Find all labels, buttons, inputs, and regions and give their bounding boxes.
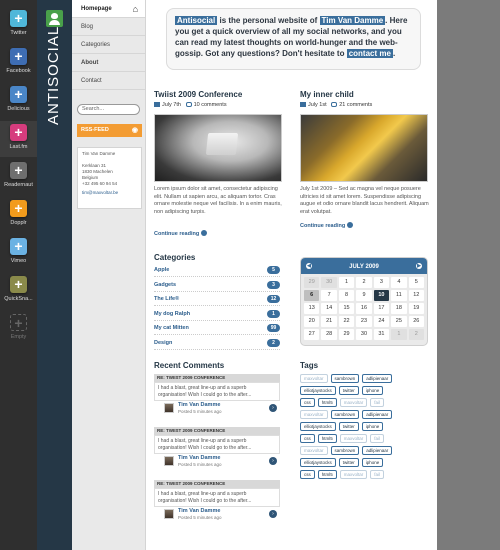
tag-link[interactable]: css <box>300 434 315 443</box>
plus-icon: + <box>10 48 27 65</box>
post-excerpt: Lorem ipsum dolor sit amet, consectetur adipiscing elit. Nullam ut sapien arcu, ac aliquam tortor. Cras ornare molestie neque vel facilisis. In a enim mauris, non adipiscing turpis. <box>154 186 282 215</box>
dock-item-facebook[interactable] <box>0 45 37 81</box>
category-item[interactable] <box>154 337 280 350</box>
comment-author-name[interactable]: Tim Van Damme <box>178 508 221 514</box>
next-month-icon[interactable]: ▶ <box>417 263 421 269</box>
vcard-street: Kerklaan 31 <box>82 163 107 168</box>
tag-link[interactable]: sambrown <box>331 410 360 419</box>
go-to-comment-icon[interactable]: › <box>269 510 277 518</box>
intro-end: . <box>392 49 396 58</box>
tag-link[interactable]: css <box>300 470 315 479</box>
calendar-day[interactable]: 17 <box>374 303 389 314</box>
plus-icon: + <box>10 10 27 27</box>
plus-icon: + <box>10 86 27 103</box>
calendar-day[interactable]: 13 <box>304 303 319 314</box>
calendar-day[interactable]: 22 <box>339 316 354 327</box>
post-comments-link[interactable]: 10 comments <box>193 102 227 108</box>
calendar-widget <box>300 257 428 346</box>
main-nav <box>72 0 146 550</box>
tag-row <box>300 458 430 470</box>
nav-item-categories[interactable]: Categories <box>72 36 145 54</box>
comment-item <box>154 374 280 415</box>
tag-link[interactable]: elliotjaystocks <box>300 386 336 395</box>
dock-item-vimeo[interactable] <box>0 235 37 271</box>
tag-link[interactable]: maxvoltar <box>340 470 368 479</box>
nav-item-blog[interactable]: Blog <box>72 18 145 36</box>
tag-link[interactable]: adlipienaar <box>362 374 392 383</box>
calendar-day[interactable]: 18 <box>391 303 406 314</box>
calendar-header <box>301 258 427 274</box>
calendar-day[interactable]: 14 <box>321 303 336 314</box>
dock-item-label: Twitter <box>10 30 27 36</box>
dock-item-label: Last.fm <box>9 144 28 150</box>
dock-item-last-fm[interactable] <box>0 121 37 157</box>
calendar-day[interactable]: 21 <box>321 316 336 327</box>
calendar-day[interactable]: 2 <box>356 277 371 288</box>
post-meta <box>300 102 372 108</box>
tag-link[interactable]: elliotjaystocks <box>300 458 336 467</box>
dock-item-readernaut[interactable] <box>0 159 37 195</box>
comment-post-link[interactable]: RE: TWIIST 2009 CONFERENCE <box>154 427 280 435</box>
tag-cloud <box>300 374 430 482</box>
calendar-day[interactable]: 23 <box>356 316 371 327</box>
calendar-day[interactable]: 1 <box>391 329 406 340</box>
nav-item-contact[interactable]: Contact <box>72 72 145 90</box>
main-content <box>146 0 437 550</box>
tag-link[interactable]: sambrown <box>331 374 360 383</box>
plus-icon: + <box>10 162 27 179</box>
tag-row <box>300 446 430 458</box>
calendar-day[interactable]: 28 <box>321 329 336 340</box>
tag-row <box>300 398 430 410</box>
calendar-icon <box>300 102 306 107</box>
category-name: The Life® <box>154 296 180 302</box>
category-item[interactable] <box>154 293 280 306</box>
dock-item-label: Vimeo <box>10 258 27 264</box>
tag-link[interactable]: fail <box>370 470 384 479</box>
calendar-day[interactable]: 26 <box>409 316 424 327</box>
avatar <box>164 456 174 466</box>
user-icon[interactable] <box>46 10 63 27</box>
page-gutter <box>437 0 500 550</box>
continue-reading-link[interactable] <box>154 230 207 237</box>
comment-author-name[interactable]: Tim Van Damme <box>178 402 221 408</box>
comment-author-row <box>154 454 280 468</box>
nav-item-label: Homepage <box>81 6 112 12</box>
category-name: Apple <box>154 267 170 273</box>
vcard-country: Belgium <box>82 175 99 180</box>
post-date: July 1st <box>308 102 327 108</box>
vcard-name: Tim Van Damme <box>82 151 116 156</box>
calendar-day[interactable]: 16 <box>356 303 371 314</box>
plus-icon: + <box>10 276 27 293</box>
comment-time: Posted 5 minutes ago <box>178 515 222 520</box>
comment-icon <box>331 102 337 107</box>
calendar-day[interactable]: 25 <box>391 316 406 327</box>
category-name: Design <box>154 339 173 346</box>
comment-item <box>154 427 280 468</box>
tag-link[interactable]: iphone <box>362 386 384 395</box>
nav-item-homepage[interactable] <box>72 0 145 18</box>
comment-author-row <box>154 401 280 415</box>
tag-link[interactable]: maxvoltar <box>300 374 328 383</box>
calendar-icon <box>154 102 160 107</box>
tag-link[interactable]: sambrown <box>331 446 360 455</box>
nav-item-about[interactable]: About <box>72 54 145 72</box>
brand-strip <box>37 0 72 550</box>
calendar-day[interactable]: 29 <box>304 277 319 288</box>
calendar-day[interactable]: 15 <box>339 303 354 314</box>
dock-item-empty[interactable] <box>0 311 37 347</box>
calendar-day[interactable]: 9 <box>356 290 371 301</box>
category-count-badge: 99 <box>267 324 280 332</box>
category-name: Gadgets <box>154 281 177 288</box>
calendar-day[interactable]: 30 <box>321 277 336 288</box>
category-count-badge: 1 <box>267 310 280 318</box>
site-logo[interactable]: ANTISOCIAL <box>45 25 62 125</box>
intro-text-1: is the personal website of <box>219 16 318 25</box>
dock-item-label: Facebook <box>6 68 31 74</box>
rss-icon: ◉ <box>131 127 138 134</box>
avatar <box>164 403 174 413</box>
contact-card <box>77 147 142 209</box>
tag-row <box>300 422 430 434</box>
avatar <box>164 509 174 519</box>
recent-comments-title: Recent Comments <box>154 361 225 370</box>
tag-link[interactable]: twitter <box>339 386 359 395</box>
post-image-laptop[interactable] <box>154 114 282 182</box>
category-item[interactable] <box>154 308 280 321</box>
calendar-grid <box>301 274 427 340</box>
tag-link[interactable]: maxvoltar <box>300 446 328 455</box>
vcard-email[interactable]: tim@maxvoltar.be <box>82 190 119 195</box>
calendar-day[interactable]: 5 <box>409 277 424 288</box>
tag-link[interactable]: adlipienaar <box>362 410 392 419</box>
rss-feed-button[interactable] <box>77 124 142 137</box>
post-date: July 7th <box>162 102 181 108</box>
category-count-badge: 5 <box>267 266 280 274</box>
calendar-day[interactable]: 20 <box>304 316 319 327</box>
comment-time: Posted 5 minutes ago <box>178 462 222 467</box>
go-to-comment-icon[interactable]: › <box>269 404 277 412</box>
continue-reading-label: Continue reading <box>154 231 200 237</box>
tag-link[interactable]: adlipienaar <box>362 446 392 455</box>
category-name: My dog Ralph <box>154 310 191 317</box>
vcard-phone: +32 495 60 94 54 <box>82 181 118 186</box>
calendar-day[interactable]: 6 <box>304 290 319 301</box>
tag-row <box>300 386 430 398</box>
comment-icon <box>186 102 192 107</box>
calendar-day[interactable]: 1 <box>339 277 354 288</box>
post-title[interactable]: My inner child <box>300 90 354 99</box>
arrow-right-icon <box>201 230 207 236</box>
tag-link[interactable]: iphone <box>362 422 384 431</box>
plus-icon: + <box>10 124 27 141</box>
dock-item-label: Empty <box>10 334 27 340</box>
calendar-day[interactable]: 12 <box>409 290 424 301</box>
dock-item-twitter[interactable] <box>0 7 37 43</box>
calendar-day[interactable]: 19 <box>409 303 424 314</box>
arrow-right-icon <box>347 222 353 228</box>
category-item[interactable] <box>154 322 280 335</box>
calendar-day[interactable]: 30 <box>356 329 371 340</box>
tag-row <box>300 410 430 422</box>
dock-item-delicious[interactable] <box>0 83 37 119</box>
post-excerpt: July 1st 2009 – Sed ac magna vel neque posuere ultricies id sit amet lorem. Suspendisse adipiscing augue et odio ornare blandit lacus hendrerit. Aliquam erat volutpat. <box>300 186 429 215</box>
comment-post-link[interactable]: RE: TWIIST 2009 CONFERENCE <box>154 374 280 382</box>
comment-excerpt: I had a blast, great line-up and a superb organisation! Wish I could go to the after... <box>154 488 280 507</box>
tag-link[interactable]: twitter <box>339 458 359 467</box>
post-comments-link[interactable]: 21 comments <box>339 102 373 108</box>
category-item[interactable] <box>154 264 280 277</box>
search-input[interactable]: Search... <box>77 104 140 115</box>
calendar-day[interactable]: 2 <box>409 329 424 340</box>
tag-row <box>300 374 430 386</box>
categories-title: Categories <box>154 253 196 262</box>
tag-link[interactable]: fail <box>370 398 384 407</box>
dock-item-label: QuickSna... <box>4 296 33 302</box>
go-to-comment-icon[interactable]: › <box>269 457 277 465</box>
intro-text-2: . Here you get a quick overview of all my social networks, and you can read my latest thoughts on world-hunger and the web-gossip. Got any questions? Don't hesitate to <box>175 16 408 58</box>
intro-site-name: Antisocial <box>177 16 216 25</box>
plus-icon: + <box>10 238 27 255</box>
post-title[interactable]: Twiist 2009 Conference <box>154 90 243 99</box>
category-count-badge: 3 <box>267 281 280 289</box>
prev-month-icon[interactable]: ◀ <box>307 263 311 269</box>
tag-link[interactable]: maxvoltar <box>340 434 368 443</box>
vcard-city: 1830 Machelen <box>82 169 113 174</box>
post-meta <box>154 102 227 108</box>
comment-author-row <box>154 507 280 521</box>
calendar-day[interactable]: 27 <box>304 329 319 340</box>
category-count-badge: 12 <box>267 295 280 303</box>
continue-reading-link[interactable] <box>300 222 353 229</box>
dock-item-label: Dopplr <box>10 220 27 226</box>
comment-excerpt: I had a blast, great line-up and a superb organisation! Wish I could go to the after... <box>154 382 280 401</box>
tag-link[interactable]: html5 <box>318 470 337 479</box>
tag-row <box>300 434 430 446</box>
intro-box <box>166 8 421 70</box>
calendar-day[interactable]: 29 <box>339 329 354 340</box>
tag-link[interactable]: html5 <box>318 434 337 443</box>
calendar-day[interactable]: 8 <box>339 290 354 301</box>
calendar-day[interactable]: 4 <box>391 277 406 288</box>
category-item[interactable] <box>154 279 280 292</box>
category-count-badge: 2 <box>267 339 280 347</box>
comment-post-link[interactable]: RE: TWIIST 2009 CONFERENCE <box>154 480 280 488</box>
intro-owner-link[interactable]: Tim Van Damme <box>321 16 384 25</box>
comment-time: Posted 5 minutes ago <box>178 409 222 414</box>
calendar-day[interactable]: 11 <box>391 290 406 301</box>
category-name: My cat Mitten <box>154 325 189 331</box>
tag-link[interactable]: css <box>300 398 315 407</box>
comment-excerpt: I had a blast, great line-up and a superb organisation! Wish I could go to the after... <box>154 435 280 454</box>
continue-reading-label: Continue reading <box>300 223 346 229</box>
social-dock <box>0 0 37 550</box>
calendar-day[interactable]: 31 <box>374 329 389 340</box>
home-icon: ⌂ <box>132 4 138 14</box>
tag-link[interactable]: maxvoltar <box>300 410 328 419</box>
calendar-day[interactable]: 3 <box>374 277 389 288</box>
calendar-day[interactable]: 7 <box>321 290 336 301</box>
tags-title: Tags <box>300 361 319 370</box>
tag-link[interactable]: html5 <box>318 398 337 407</box>
tag-row <box>300 470 430 482</box>
tag-link[interactable]: iphone <box>362 458 384 467</box>
calendar-day[interactable]: 10 <box>374 290 389 301</box>
calendar-month: JULY 2009 <box>349 264 379 270</box>
comment-item <box>154 480 280 521</box>
dock-item-label: Readernaut <box>4 182 33 188</box>
rss-label: RSS-FEED <box>81 127 109 133</box>
dock-item-label: Delicious <box>7 106 30 112</box>
contact-me-link[interactable]: contact me <box>348 49 391 58</box>
plus-icon: + <box>10 200 27 217</box>
post-image-lego[interactable] <box>300 114 428 182</box>
comment-author-name[interactable]: Tim Van Damme <box>178 455 221 461</box>
dock-item-dopplr[interactable] <box>0 197 37 233</box>
tag-link[interactable]: fail <box>370 434 384 443</box>
dock-item-quicksna[interactable] <box>0 273 37 309</box>
tag-link[interactable]: elliotjaystocks <box>300 422 336 431</box>
tag-link[interactable]: twitter <box>339 422 359 431</box>
tag-link[interactable]: maxvoltar <box>340 398 368 407</box>
calendar-day[interactable]: 24 <box>374 316 389 327</box>
plus-icon: + <box>10 314 27 331</box>
